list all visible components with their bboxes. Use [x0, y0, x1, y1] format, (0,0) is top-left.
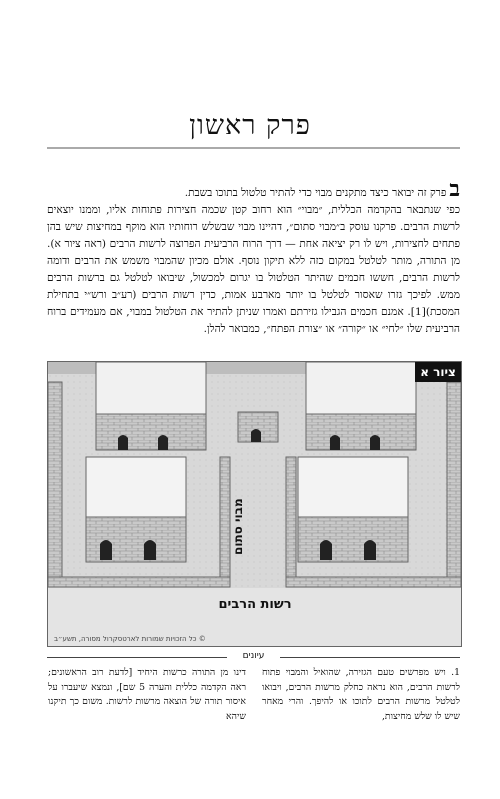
notes-header: [47, 651, 460, 663]
public-domain-label: רשות הרבים: [218, 597, 292, 612]
chapter-title: פרק ראשון: [189, 110, 311, 141]
note-text-left: דינו מן התורה כרשות היחיד [לדעת רוב הראשונים; ראה הקדמה כללית והערה 5 שם], ונמצא שיעברו על איסור תורה של הוצאה מרשות לרשות. משום כך תיקנו שיהא: [48, 667, 247, 722]
note-column-right: [262, 666, 460, 724]
title-divider: [47, 147, 460, 149]
intro-paragraph-2: כפי שנתבאר בהקדמה הכללית, ״מבוי״ הוא רחוב קטן שכמה חצירות פתוחות אליו, וממנו יוצאים לרשות הרבים. פרקנו עוסק ב״מבוי סתום״, דהיינו מבוי שבשלש רוחותיו הוא מוקף במחיצות שיש בהן פתחים לחצירות, ויש לו רק יציאה אחת — דרך הרוח הרביעית הפרוצה לרשות הרבים (ראה ציור א). מן התורה, מותר לטלטל במקום כזה ללא תיקון נוסף. אולם מכיון שהמבוי משמש את הרבים ודומה לרשות הרבים, חששו חכמים שהיתר הטלטול בו יגרום למכשול, שיבואו לטלטל גם ברשות הרבים ממש. לפיכך גזרו שאסור לטלטל בו יותר מארבע אמות, כדין רשות הרבים (רע״ב ורש״י בתחילת המסכת)[1]. אמנם חכמים הגבילו גזירתם ואמרו שניתן להתיר את הטלטול במבוי, אם מעמידים ברוח הרביעית שלו ״לחי״ או ״קורה״ או ״צורת הפתח״, כמבואר להלן.: [47, 204, 460, 335]
note-column-left: [48, 666, 246, 724]
drop-cap: ב: [449, 176, 460, 202]
figure-credit: © כל הזכויות שמורות לארטסקרול מסורה, תשע״ב: [54, 635, 206, 643]
alley-label: מבוי סתום: [231, 498, 245, 556]
intro-text: [47, 176, 460, 338]
intro-paragraph-1: [47, 176, 460, 202]
figure-illustration: [47, 361, 462, 647]
figure-tag: ציור א: [415, 362, 461, 382]
note-text-right: 1. ויש מפרשים טעם הגזירה, שהואיל והמבוי פתוח לרשות הרבים, הוא נראה כחלק מרשות הרבים, ויבואו לטלטל מרשות הרבים לתוכו או להיפך. והרי מאחר שיש לו שלש מחיצות,: [262, 667, 460, 722]
intro-paragraph-1-text: פרק זה יבואר כיצד מתקנים מבוי כדי להתיר טלטול בתוכו בשבת.: [184, 187, 447, 199]
notes-label: עיונים: [242, 651, 265, 661]
